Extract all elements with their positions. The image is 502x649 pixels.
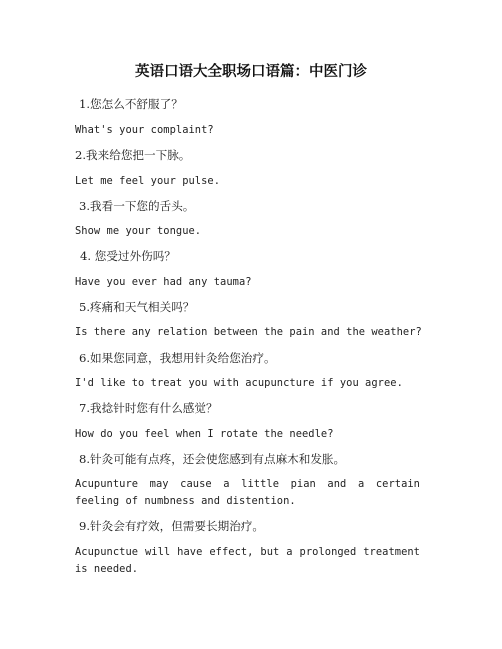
phrase-6-chinese: 6.如果您同意，我想用针灸给您治疗。 — [79, 351, 276, 365]
phrase-9-chinese: 9.针灸会有疗效，但需要长期治疗。 — [79, 519, 264, 533]
phrase-4-english: Have you ever had any tauma? — [75, 276, 252, 288]
phrase-7-chinese: 7.我捻针时您有什么感觉？ — [79, 401, 218, 415]
phrase-2-english: Let me feel your pulse. — [75, 175, 221, 187]
phrase-3-english: Show me your tongue. — [75, 225, 202, 237]
phrase-2-chinese: 2.我来给您把一下脉。 — [75, 148, 191, 162]
phrase-9-english: Acupunctue will have effect, but a prolonged treatment is needed. — [75, 546, 420, 575]
phrase-7-english: How do you feel when I rotate the needle? — [75, 428, 334, 440]
phrase-4-chinese: 4. 您受过外伤吗？ — [80, 249, 176, 263]
phrase-5-chinese: 5.疼痛和天气相关吗？ — [79, 300, 195, 314]
phrase-8-chinese: 8.针灸可能有点疼，还会使您感到有点麻木和发胀。 — [79, 452, 346, 466]
phrase-6-english: I'd like to treat you with acupuncture if you agree. — [75, 377, 403, 389]
phrase-1-chinese: 1.您怎么不舒服了？ — [79, 97, 183, 111]
phrase-3-chinese: 3.我看一下您的舌头。 — [79, 199, 195, 213]
phrase-5-english: Is there any relation between the pain and the weather? — [75, 326, 422, 338]
page-title: 英语口语大全职场口语篇：中医门诊 — [135, 64, 367, 80]
phrase-8-english: Acupunture may cause a little pian and a certain feeling of numbness and distention. — [75, 478, 420, 507]
phrase-1-english: What's your complaint? — [75, 124, 214, 136]
